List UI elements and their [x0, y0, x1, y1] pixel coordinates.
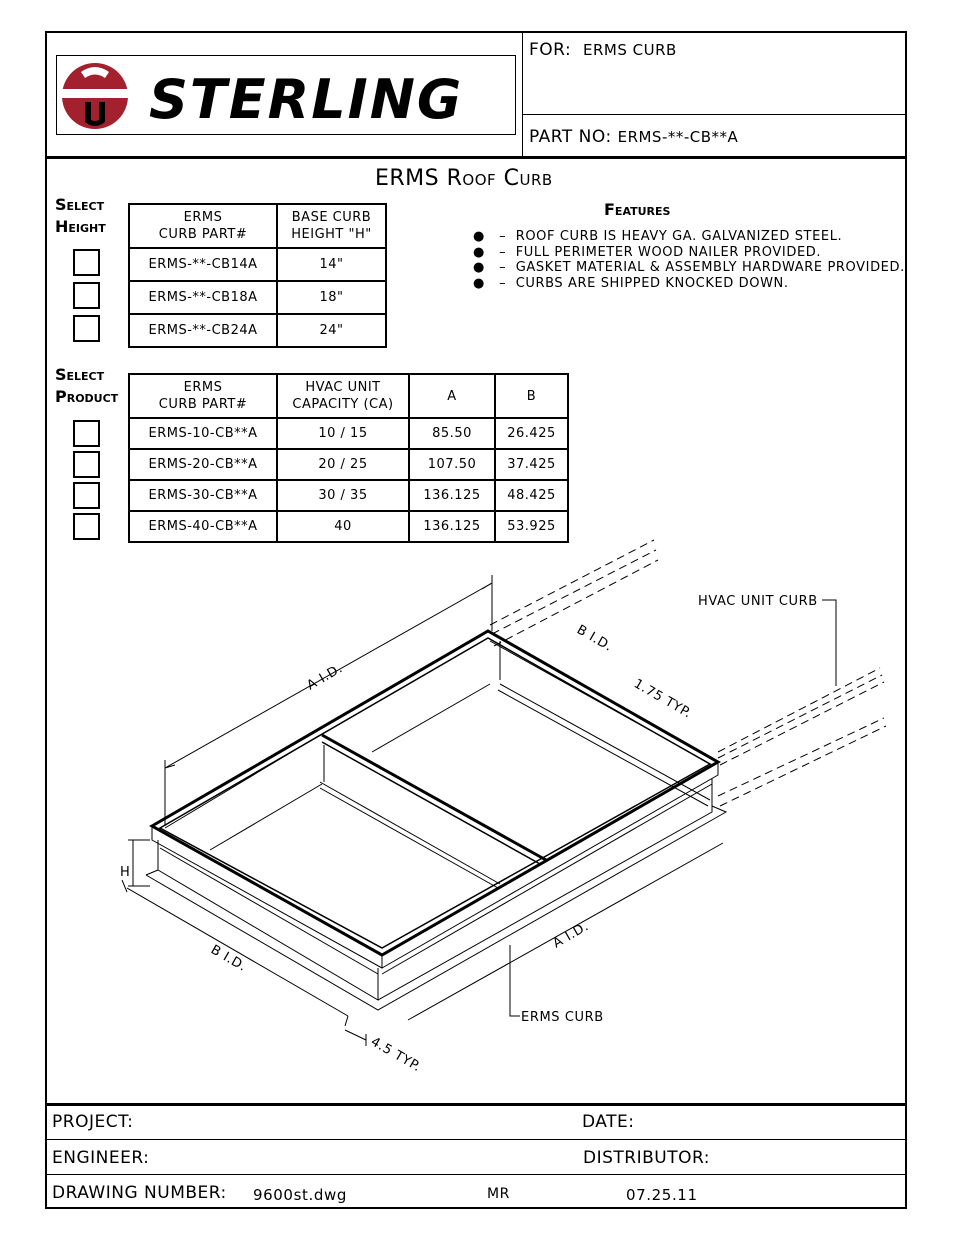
feature-item: ● – GASKET MATERIAL & ASSEMBLY HARDWARE PROVIDED. — [473, 260, 905, 276]
height-header-height: BASE CURB HEIGHT "H" — [277, 204, 386, 248]
product-row-b: 53.925 — [495, 511, 568, 542]
for-value: ERMS CURB — [583, 41, 677, 59]
height-row-part: ERMS-**-CB24A — [129, 314, 277, 347]
drawing-number-value: 9600st.dwg — [253, 1186, 347, 1204]
part-value: ERMS-**-CB**A — [617, 128, 739, 146]
product-row-capacity: 10 / 15 — [277, 418, 409, 449]
hvac-unit-curb-label: HVAC UNIT CURB — [698, 594, 818, 609]
dim-b-right: B I.D. — [574, 622, 616, 655]
dim-b-bottom: B I.D. — [208, 942, 250, 975]
height-row-height: 14" — [277, 248, 386, 281]
engineer-label: ENGINEER: — [52, 1148, 150, 1168]
drawing-date: 07.25.11 — [626, 1186, 698, 1204]
height-row-height: 24" — [277, 314, 386, 347]
dim-h: H — [120, 865, 131, 880]
feature-item: ● – ROOF CURB IS HEAVY GA. GALVANIZED STEEL. — [473, 229, 843, 244]
product-row-part: ERMS-20-CB**A — [129, 449, 277, 480]
footer-row-divider — [45, 1174, 907, 1175]
footer-row-divider — [45, 1139, 907, 1140]
product-row-b: 26.425 — [495, 418, 568, 449]
dim-175-typ: 1.75 TYP. — [631, 676, 695, 722]
for-label: FOR: ERMS CURB — [529, 40, 677, 60]
product-row-part: ERMS-40-CB**A — [129, 511, 277, 542]
features-heading: Features — [604, 200, 671, 219]
product-header-a: A — [409, 374, 495, 418]
sterling-wordmark: STERLING — [149, 68, 464, 131]
dim-a-top: A I.D. — [304, 661, 346, 694]
part-label: PART NO: ERMS-**-CB**A — [529, 127, 739, 147]
product-row-part: ERMS-30-CB**A — [129, 480, 277, 511]
product-header-part: ERMS CURB PART# — [129, 374, 277, 418]
feature-item: ● – FULL PERIMETER WOOD NAILER PROVIDED. — [473, 244, 822, 260]
erms-curb-label: ERMS CURB — [521, 1010, 604, 1025]
product-row-a: 136.125 — [409, 511, 495, 542]
height-row-part: ERMS-**-CB14A — [129, 248, 277, 281]
product-row-part: ERMS-10-CB**A — [129, 418, 277, 449]
product-row-capacity: 30 / 35 — [277, 480, 409, 511]
height-row-part: ERMS-**-CB18A — [129, 281, 277, 314]
product-header-capacity: HVAC UNIT CAPACITY (CA) — [277, 374, 409, 418]
product-row-capacity: 40 — [277, 511, 409, 542]
distributor-label: DISTRIBUTOR: — [583, 1148, 710, 1168]
product-row-b: 48.425 — [495, 480, 568, 511]
dim-45-typ: 4.5 TYP. — [368, 1034, 424, 1076]
drafter-initials: MR — [487, 1186, 511, 1202]
feature-item: ● – CURBS ARE SHIPPED KNOCKED DOWN. — [473, 276, 789, 292]
product-row-a: 85.50 — [409, 418, 495, 449]
footer-divider — [45, 1103, 907, 1106]
project-label: PROJECT: — [52, 1112, 134, 1132]
date-label: DATE: — [582, 1112, 635, 1132]
product-row-capacity: 20 / 25 — [277, 449, 409, 480]
product-row-a: 107.50 — [409, 449, 495, 480]
product-header-b: B — [495, 374, 568, 418]
dim-a-bottom: A I.D. — [550, 919, 592, 952]
select-height-label: Select Height — [55, 195, 106, 236]
product-row-b: 37.425 — [495, 449, 568, 480]
drawing-number-label: DRAWING NUMBER: — [52, 1183, 227, 1203]
select-product-label: Select Product — [55, 365, 119, 406]
height-header-part: ERMS CURB PART# — [129, 204, 277, 248]
height-row-height: 18" — [277, 281, 386, 314]
product-row-a: 136.125 — [409, 480, 495, 511]
page-title: ERMS Roof Curb — [375, 166, 553, 191]
